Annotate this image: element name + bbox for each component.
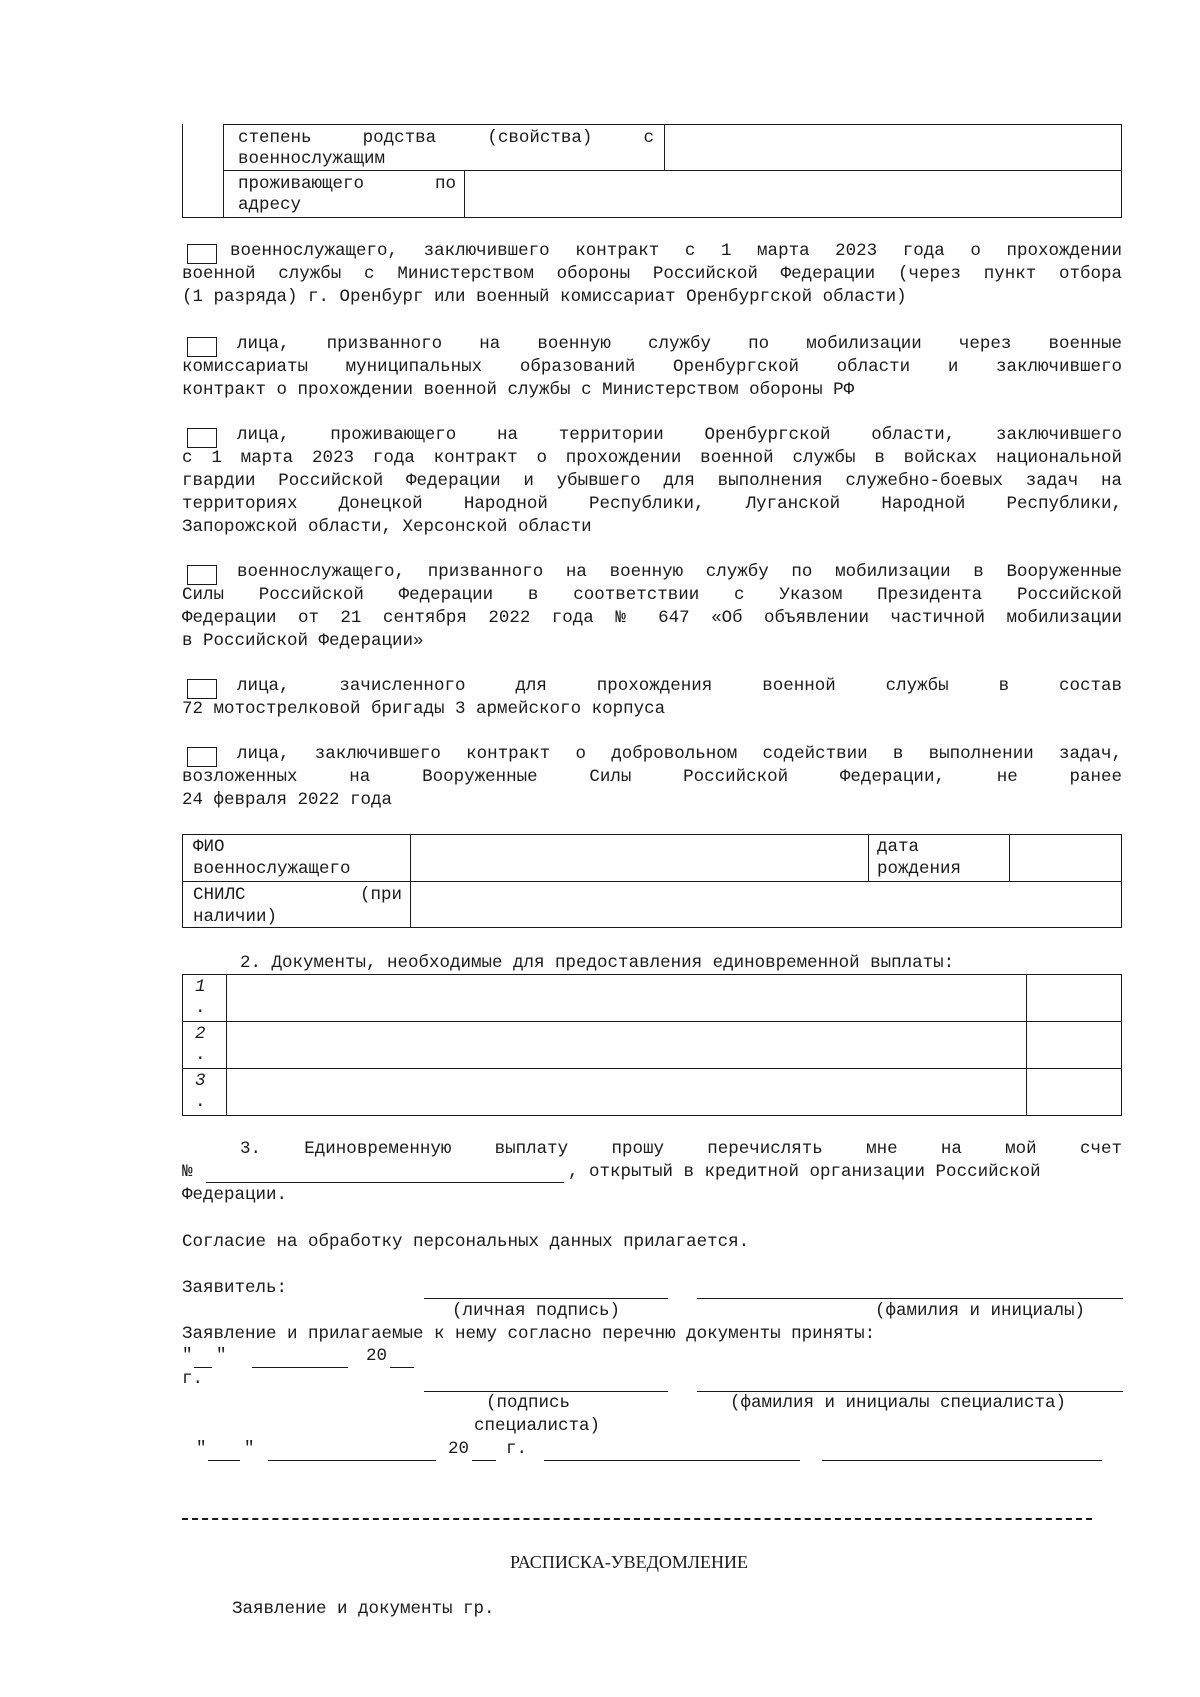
payment-line-1: 3. Единовременную выплату прошу перечислять мне на мой счет [240,1139,1122,1159]
account-number-field[interactable] [206,1182,564,1183]
payment-section [182,1138,1122,1208]
option-5-line-1: лица, зачисленного для прохождения военной службы в состав [237,676,1122,696]
option-6-line-1: лица, заключившего контракт о добровольном содействии в выполнении задач, [237,744,1122,764]
document-row-1-field[interactable] [226,974,1026,1021]
option-4-line-3: Федерации от 21 сентября 2022 года № 647 «Об объявлении частичной мобилизации [182,608,1122,628]
option-3-line-3: гвардии Российской Федерации и убывшего для выполнения служебно-боевых задач на [182,471,1122,491]
dob-label-line1: дата [877,837,920,857]
specialist-signature-caption-1: (подпись [486,1393,571,1413]
payment-line-2-tail: , открытый в кредитной организации Российской [568,1162,1041,1182]
applicant-name-caption: (фамилия и инициалы) [875,1301,1086,1321]
option-2-line-1: лица, призванного на военную службу по мобилизации через военные [237,334,1122,354]
option-1-checkbox[interactable] [187,244,217,264]
address-value-field[interactable] [464,171,1122,218]
option-4-line-1: военнослужащего, призванного на военную службу по мобилизации в Вооруженные [237,562,1122,582]
option-4-line-4: в Российской Федерации» [182,631,424,651]
fio-label-line2: военнослужащего [193,859,351,879]
address-label-line1: проживающего по [238,174,456,194]
documents-table [182,974,1122,1116]
acceptance-year-prefix: 20 [366,1346,388,1366]
document-row-2-extra[interactable] [1026,1021,1122,1068]
option-1-line-2: военной службы с Министерством обороны Российской Федерации (через пункт отбора [182,264,1122,284]
acceptance-text: Заявление и прилагаемые к нему согласно перечню документы приняты: [182,1324,876,1344]
document-row-3-number: 3 . [182,1068,226,1116]
snils-label-line1: СНИЛС (при [193,885,402,905]
document-row-2-number: 2 . [182,1021,226,1068]
option-3-line-4: территориях Донецкой Народной Республики, Луганской Народной Республики, [182,494,1122,514]
dob-label-cell [868,834,1009,881]
date2-name-line[interactable] [822,1460,1102,1461]
option-6-line-2: возложенных на Вооруженные Силы Российской Федерации, не ранее [182,767,1122,787]
snils-label-cell [182,881,410,928]
option-2-line-3: контракт о прохождении военной службы с Министерством обороны РФ [182,380,855,400]
date2-year-prefix: 20 [448,1439,470,1459]
fio-value-field[interactable] [410,834,868,881]
acceptance-year-suffix: г. [182,1369,204,1389]
option-5-checkbox[interactable] [187,679,217,699]
document-row-3-extra[interactable] [1026,1068,1122,1116]
option-3-line-5: Запорожской области, Херсонской области [182,517,592,537]
date2-month-field[interactable] [268,1460,436,1461]
option-3-checkbox[interactable] [187,428,217,448]
kinship-label-line1: степень родства (свойства) с [238,128,654,148]
option-1 [182,240,1122,310]
option-5-line-2: 72 мотострелковой бригады 3 армейского корпуса [182,699,666,719]
option-6-line-3: 24 февраля 2022 года [182,790,393,810]
option-2-line-2: комиссариаты муниципальных образований Оренбургской области и заключившего [182,357,1122,377]
kinship-table-bottom-edge [182,216,223,218]
option-6 [182,743,1122,813]
applicant-label: Заявитель: [182,1278,288,1298]
option-5 [182,675,1122,721]
applicant-signature-caption: (личная подпись) [452,1301,621,1321]
option-3-line-1: лица, проживающего на территории Оренбургской области, заключившего [237,425,1122,445]
receipt-text: Заявление и документы гр. [232,1599,495,1619]
kinship-table-row2-label-cell [223,171,464,218]
address-label-line2: адресу [238,195,302,215]
date2-quote-close: " [244,1439,255,1459]
specialist-name-caption: (фамилия и инициалы специалиста) [730,1393,1067,1413]
date2-year-field[interactable] [472,1460,496,1461]
date2-day-field[interactable] [208,1460,240,1461]
option-6-checkbox[interactable] [187,747,217,767]
receipt-title: РАСПИСКА-УВЕДОМЛЕНИЕ [510,1552,749,1572]
document-row-2-field[interactable] [226,1021,1026,1068]
date2-quote-open: " [196,1439,207,1459]
kinship-table-left-border [182,124,186,218]
document-row-1-number: 1 . [182,974,226,1021]
consent-text: Согласие на обработку персональных данных прилагается. [182,1232,750,1252]
kinship-value-field[interactable] [664,124,1122,171]
option-4-checkbox[interactable] [187,565,217,585]
acceptance-date-quote-close: " [216,1346,227,1366]
cut-line [182,1518,1092,1520]
snils-value-field[interactable] [410,881,1122,928]
option-3 [182,424,1122,539]
applicant-name-line[interactable] [697,1298,1123,1299]
option-2-checkbox[interactable] [187,337,217,357]
option-3-line-2: с 1 марта 2023 года контракт о прохождении военной службы в войсках национальной [182,448,1122,468]
date2-signature-line[interactable] [544,1460,800,1461]
option-1-line-3: (1 разряда) г. Оренбург или военный комиссариат Оренбургской области) [182,287,907,307]
payment-num-sign: № [182,1162,193,1182]
option-2 [182,333,1122,403]
date2-year-suffix: г. [506,1439,528,1459]
option-4-line-2: Силы Российской Федерации в соответствии с Указом Президента Российской [182,585,1122,605]
kinship-table-row1-label-cell [223,124,664,171]
snils-label-line2: наличии) [193,907,278,927]
payment-line-3: Федерации. [182,1185,288,1205]
option-1-line-1: военнослужащего, заключившего контракт с 1 марта 2023 года о прохождении [230,241,1122,261]
specialist-signature-caption-2: специалиста) [474,1416,601,1436]
fio-label-line1: ФИО [193,837,225,857]
dob-label-line2: рождения [877,859,962,879]
kinship-label-line2: военнослужащим [238,149,386,169]
documents-heading: 2. Документы, необходимые для предоставления единовременной выплаты: [240,953,955,973]
dob-value-field[interactable] [1009,834,1122,881]
document-row-3-field[interactable] [226,1068,1026,1116]
option-4 [182,561,1122,653]
acceptance-date-quote-open: " [182,1346,193,1366]
fio-label-cell [182,834,410,881]
applicant-signature-line[interactable] [424,1298,668,1299]
document-row-1-extra[interactable] [1026,974,1122,1021]
